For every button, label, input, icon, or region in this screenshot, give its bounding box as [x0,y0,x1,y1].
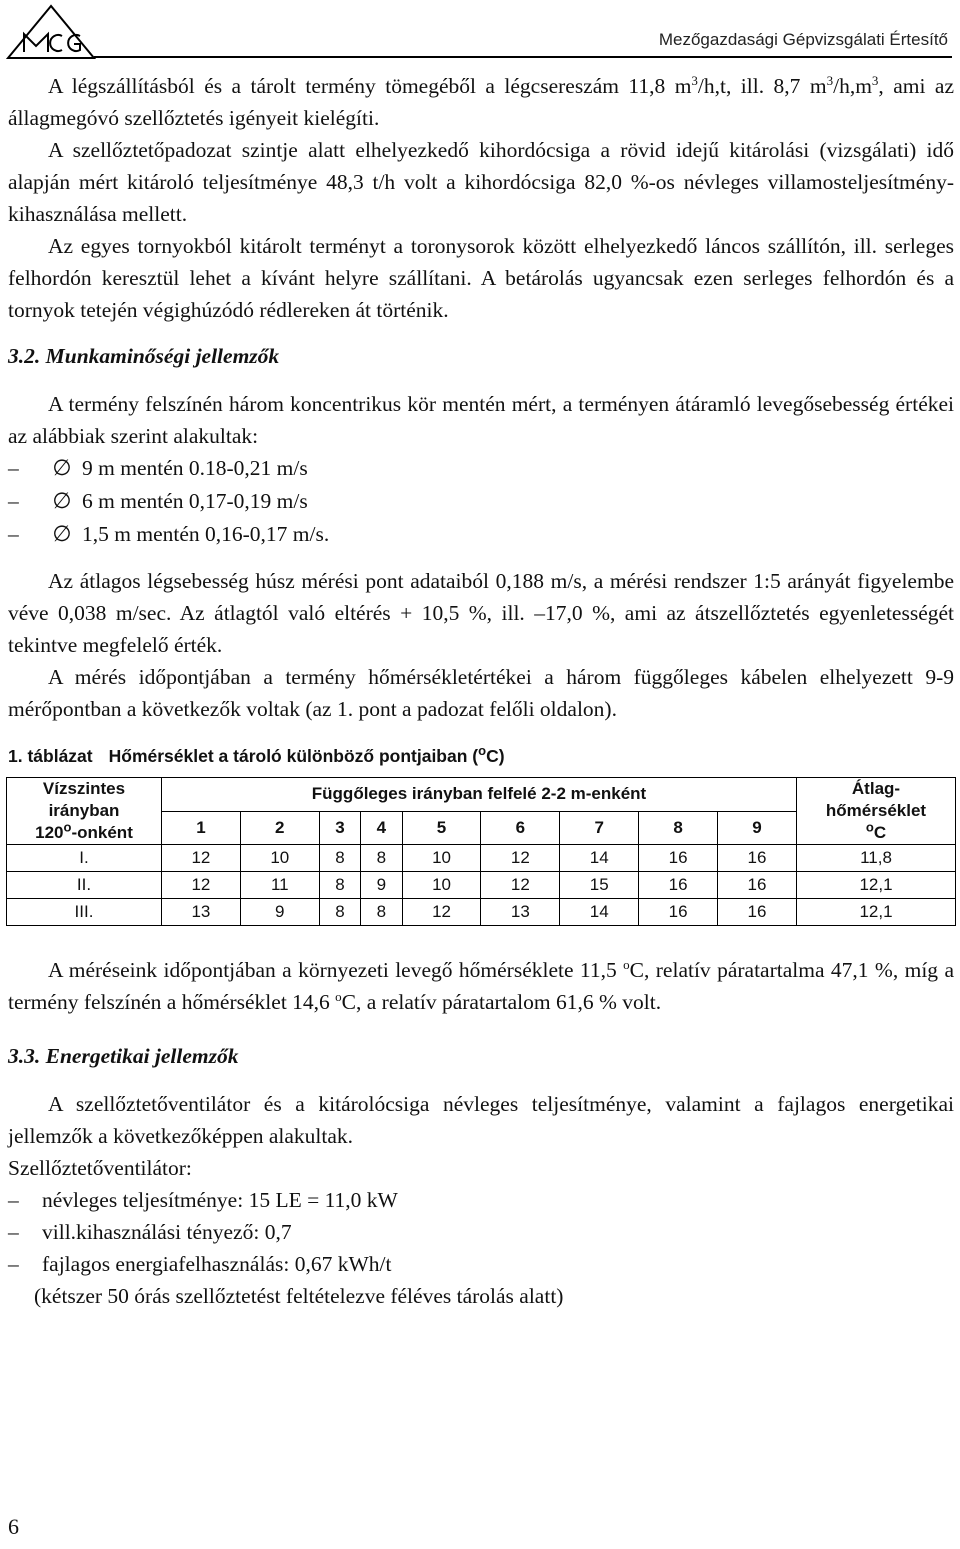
list-item: – ∅ 6 m mentén 0,17-0,19 m/s [8,485,954,518]
table-row: II. 12 11 8 9 10 12 15 16 16 12,1 [7,872,956,899]
diameter-icon: ∅ [52,489,72,514]
paragraph-conveying: Az egyes tornyokból kitárolt terményt a toronysorok között elhelyezkedő láncos szállítón, ill. serleges felhordón keresztül lehet a kívánt helyre szállítani. A betárolás ugyancsak ezen serleges felhordón és a tornyok tetején végighúzódó rédlereken át történik. [8,234,954,322]
point-header: 2 [240,811,319,845]
section-heading-3-2: 3.2. Munkaminőségi jellemzők [8,344,280,368]
table-caption: 1. táblázat Hőmérséklet a tároló különböző pontjaiban ($^o$C) [8,743,505,766]
point-header: 5 [402,811,481,845]
col-header-vertical-group: Függőleges irányban felfelé 2-2 m-enként [162,778,797,812]
table-row: I. 12 10 8 8 10 12 14 16 16 11,8 [7,845,956,872]
point-header: 6 [481,811,560,845]
section-heading-3-3: 3.3. Energetikai jellemzők [8,1044,239,1068]
list-item: – ∅ 1,5 m mentén 0,16-0,17 m/s. [8,518,954,551]
list-item: – névleges teljesítménye: 15 LE = 11,0 kW [8,1188,398,1212]
list-item: – ∅ 9 m mentén 0.18-0,21 m/s [8,452,954,485]
journal-title: Mezőgazdasági Gépvizsgálati Értesítő [658,30,948,49]
paragraph-average-velocity: Az átlagos légsebesség húsz mérési pont adataiból 0,188 m/s, a mérési rendszer 1:5 arányát figyelembe véve 0,038 m/sec. Az átlagtól való eltérés + 10,5 %, ill. –17,0 %, ami az átszellőztetés egyenletességét tekintve megfelelő érték. [8,569,954,657]
diameter-icon: ∅ [52,456,72,481]
velocity-list [8,452,954,551]
list-item: – fajlagos energiafelhasználás: 0,67 kWh/t [8,1252,392,1276]
page-header [0,0,960,62]
point-header: 3 [319,811,360,845]
paragraph-air-velocity: A termény felszínén három koncentrikus kör mentén mért, a terményen átáramló levegősebesség értékei az alábbiak szerint alakultak: [8,392,954,448]
col-header-average: Átlag- hőmérséklet $^o$C [797,778,956,845]
fan-list [8,1184,954,1280]
table-row: III. 13 9 8 8 12 13 14 16 16 12,1 [7,899,956,926]
point-header: 1 [162,811,241,845]
page-number: 6 [8,1514,19,1539]
paragraph-air-exchange: A légszállításból és a tárolt termény tömegéből a légcsereszám 11,8 $m^3/h,t$, ill. 8,7 $m^3/h,m^3$, ami az állagmegóvó szellőztetés igényeit kielégíti. [8,72,954,130]
page-body [8,70,954,1312]
point-header: 7 [560,811,639,845]
col-header-horizontal: Vízszintes irányban 120$^o$-onként [7,778,162,845]
point-header: 9 [718,811,797,845]
list-item: – vill.kihasználási tényező: 0,7 [8,1220,292,1244]
institute-logo [6,4,96,60]
paragraph-fan: Szellőztetőventilátor: [8,1156,192,1180]
paragraph-energy: A szellőztetőventilátor és a kitárolócsiga névleges teljesítménye, valamint a fajlagos energetikai jellemzők a következőképpen alakultak. [8,1092,954,1148]
diameter-icon: ∅ [52,522,72,547]
paragraph-ambient-conditions: A méréseink időpontjában a környezeti levegő hőmérséklete 11,5 $^o$C, relatív páratartalma 47,1 %, míg a termény felszínén a hőmérséklet 14,6 $^o$C, a relatív páratartalom 61,6 % volt. [8,956,954,1014]
paragraph-temperature-intro: A mérés időpontjában a termény hőmérsékletértékei a három függőleges kábelen elhelyezett 9-9 mérőpontban a következők voltak (az 1. pont a padozat felőli oldalon). [8,665,954,721]
header-rule [94,56,952,58]
temperature-table [6,777,956,926]
point-header: 4 [361,811,402,845]
point-header: 8 [639,811,718,845]
paragraph-note: (kétszer 50 órás szellőztetést feltételezve féléves tárolás alatt) [34,1284,564,1308]
paragraph-unloading-auger: A szellőztetőpadozat szintje alatt elhelyezkedő kihordócsiga a rövid idejű kitárolási (vizsgálati) idő alapján mért kitároló teljesítménye 48,3 t/h volt a kihordócsiga 82,0 %-os névleges villamosteljesítmény-kihasználása mellett. [8,138,954,226]
